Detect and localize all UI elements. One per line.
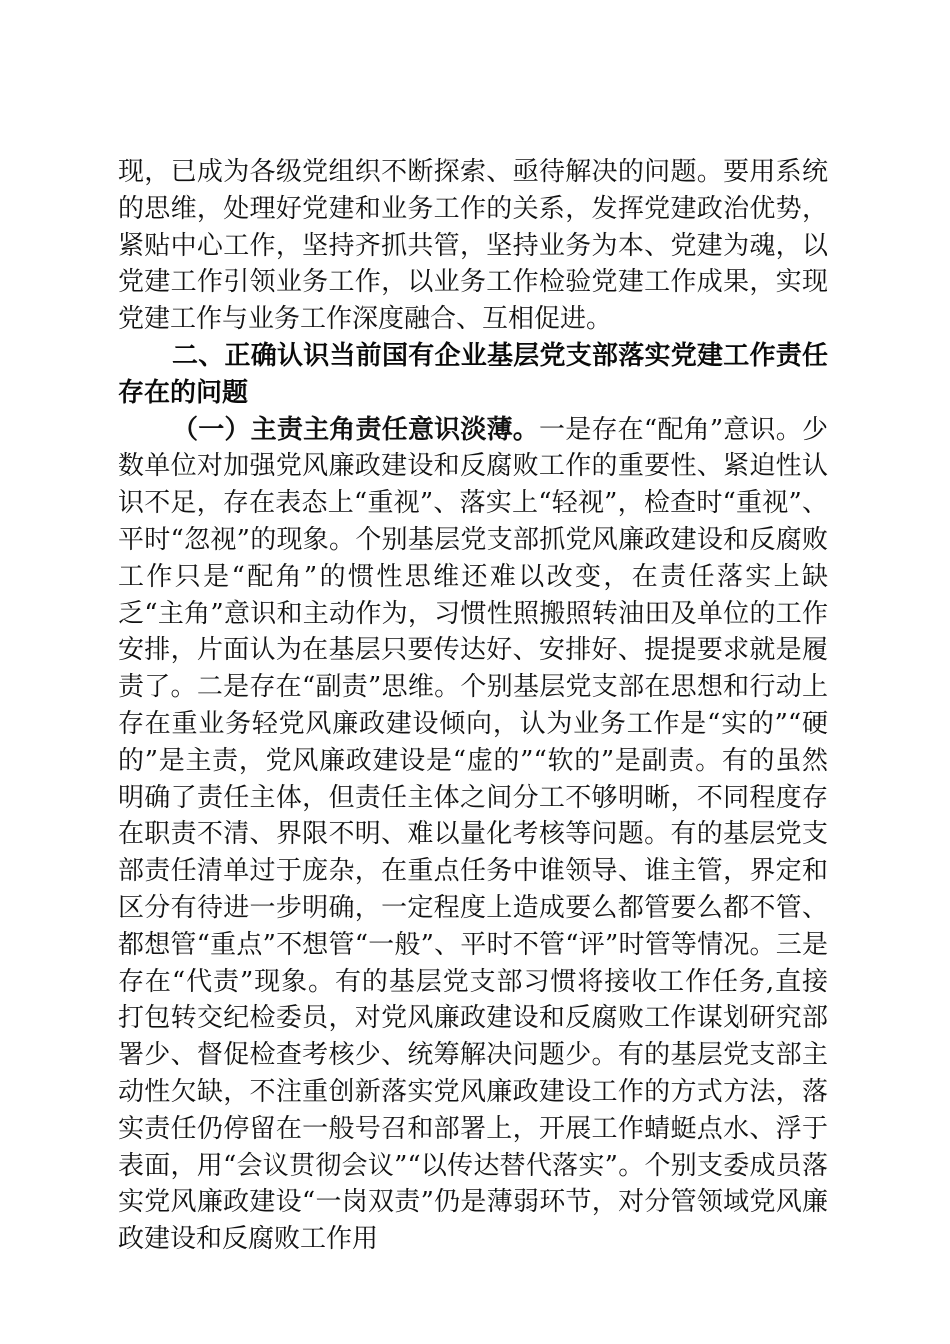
section-heading: 二、正确认识当前国有企业基层党支部落实党建工作责任存在的问题 (118, 340, 828, 408)
document-body (118, 154, 828, 1258)
subsection-paragraph (118, 412, 828, 1258)
subsection-body: 一是存在“配角”意识。少数单位对加强党风廉政建设和反腐败工作的重要性、紧迫性认识不足，存在表态上“重视”、落实上“轻视”，检查时“重视”、平时“忽视”的现象。个别基层党支部抓党风廉政建设和反腐败工作只是“配角”的惯性思维还难以改变，在责任落实上缺乏“主角”意识和主动作为，习惯性照搬照转油田及单位的工作安排，片面认为在基层只要传达好、安排好、提提要求就是履责了。二是存在“副责”思维。个别基层党支部在思想和行动上存在重业务轻党风廉政建设倾向，认为业务工作是“实的”“硬的”是主责，党风廉政建设是“虚的”“软的”是副责。有的虽然明确了责任主体，但责任主体之间分工不够明晰，不同程度存在职责不清、界限不明、难以量化考核等问题。有的基层党支部责任清单过于庞杂，在重点任务中谁领导、谁主管，界定和区分有待进一步明确，一定程度上造成要么都管要么都不管、都想管“重点”不想管“一般”、平时不管“评”时管等情况。三是存在“代责”现象。有的基层党支部习惯将接收工作任务,直接打包转交纪检委员，对党风廉政建设和反腐败工作谋划研究部署少、督促检查考核少、统筹解决问题少。有的基层党支部主动性欠缺，不注重创新落实党风廉政建设工作的方式方法，落实责任仍停留在一般号召和部署上，开展工作蜻蜓点水、浮于表面，用“会议贯彻会议”“以传达替代落实”。个别支委成员落实党风廉政建设“一岗双责”仍是薄弱环节，对分管领域党风廉政建设和反腐败工作用 (118, 414, 828, 1255)
paragraph-continuation: 现，已成为各级党组织不断探索、亟待解决的问题。要用系统的思维，处理好党建和业务工作的关系，发挥党建政治优势，紧贴中心工作，坚持齐抓共管，坚持业务为本、党建为魂，以党建工作引领业务工作，以业务工作检验党建工作成果，实现党建工作与业务工作深度融合、互相促进。 (118, 157, 828, 335)
subsection-title: （一）主责主角责任意识淡薄。 (172, 414, 540, 445)
